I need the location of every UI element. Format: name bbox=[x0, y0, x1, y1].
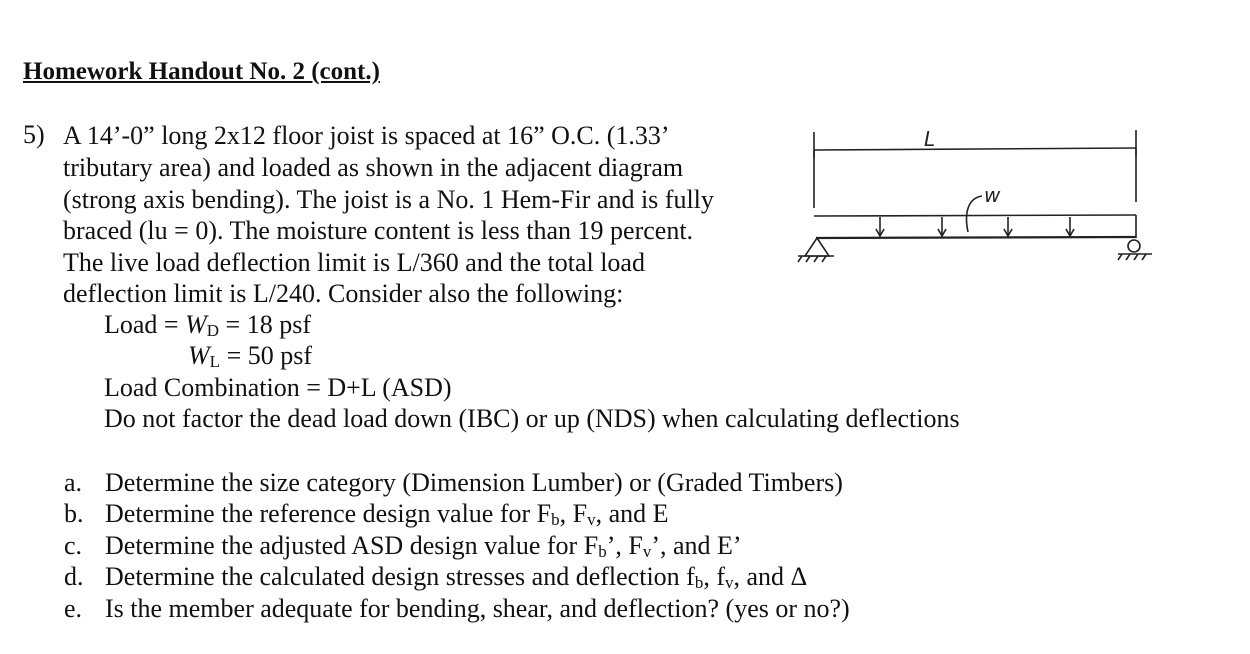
item-letter: e. bbox=[64, 594, 83, 623]
question-line: The live load deflection limit is L/360 and the total load bbox=[63, 248, 645, 277]
span-label: L bbox=[924, 127, 936, 151]
question-number: 5) bbox=[23, 120, 45, 149]
load-line-top bbox=[814, 215, 1136, 216]
span-dimension-line bbox=[814, 148, 1136, 150]
load-combination: Load Combination = D+L (ASD) bbox=[104, 373, 452, 402]
question-line: braced (lu = 0). The moisture content is less than 19 percent. bbox=[63, 216, 694, 245]
live-load-line: $W_L = 50$ psf bbox=[188, 341, 313, 371]
question-line: (strong axis bending). The joist is a No. 1 Hem-Fir and is fully bbox=[63, 185, 714, 214]
question-line: deflection limit is L/240. Consider also the following: bbox=[63, 279, 624, 308]
pin-support bbox=[805, 238, 829, 256]
item-text: Determine the adjusted ASD design value for $F_b$’, $F_v$’, and E’ bbox=[105, 531, 742, 561]
item-letter: c. bbox=[64, 531, 83, 560]
load-arrows bbox=[876, 217, 1074, 236]
item-letter: b. bbox=[64, 499, 84, 528]
beam bbox=[816, 237, 1136, 238]
item-text: Determine the reference design value for $F_b$, $F_v$, and E bbox=[105, 499, 669, 529]
dead-load-line: Load = $W_D = 18$ psf bbox=[104, 310, 311, 340]
beam-diagram bbox=[790, 118, 1160, 278]
roller-support bbox=[1128, 240, 1140, 252]
question-line: tributary area) and loaded as shown in the adjacent diagram bbox=[63, 153, 684, 182]
item-text: Determine the size category (Dimension Lumber) or (Graded Timbers) bbox=[105, 468, 843, 497]
load-leader bbox=[967, 196, 982, 232]
page-heading: Homework Handout No. 2 (cont.) bbox=[23, 58, 380, 85]
item-text: Determine the calculated design stresses and deflection $f_b$, $f_v$, and Δ bbox=[105, 562, 808, 592]
deflection-note: Do not factor the dead load down (IBC) or up (NDS) when calculating deflections bbox=[104, 404, 960, 433]
item-text: Is the member adequate for bending, shear, and deflection? (yes or no?) bbox=[105, 594, 850, 623]
item-letter: a. bbox=[64, 468, 83, 497]
item-letter: d. bbox=[64, 562, 84, 591]
load-label: w bbox=[984, 183, 1001, 207]
question-line: A 14’-0” long 2x12 floor joist is spaced at 16” O.C. (1.33’ bbox=[63, 121, 670, 150]
